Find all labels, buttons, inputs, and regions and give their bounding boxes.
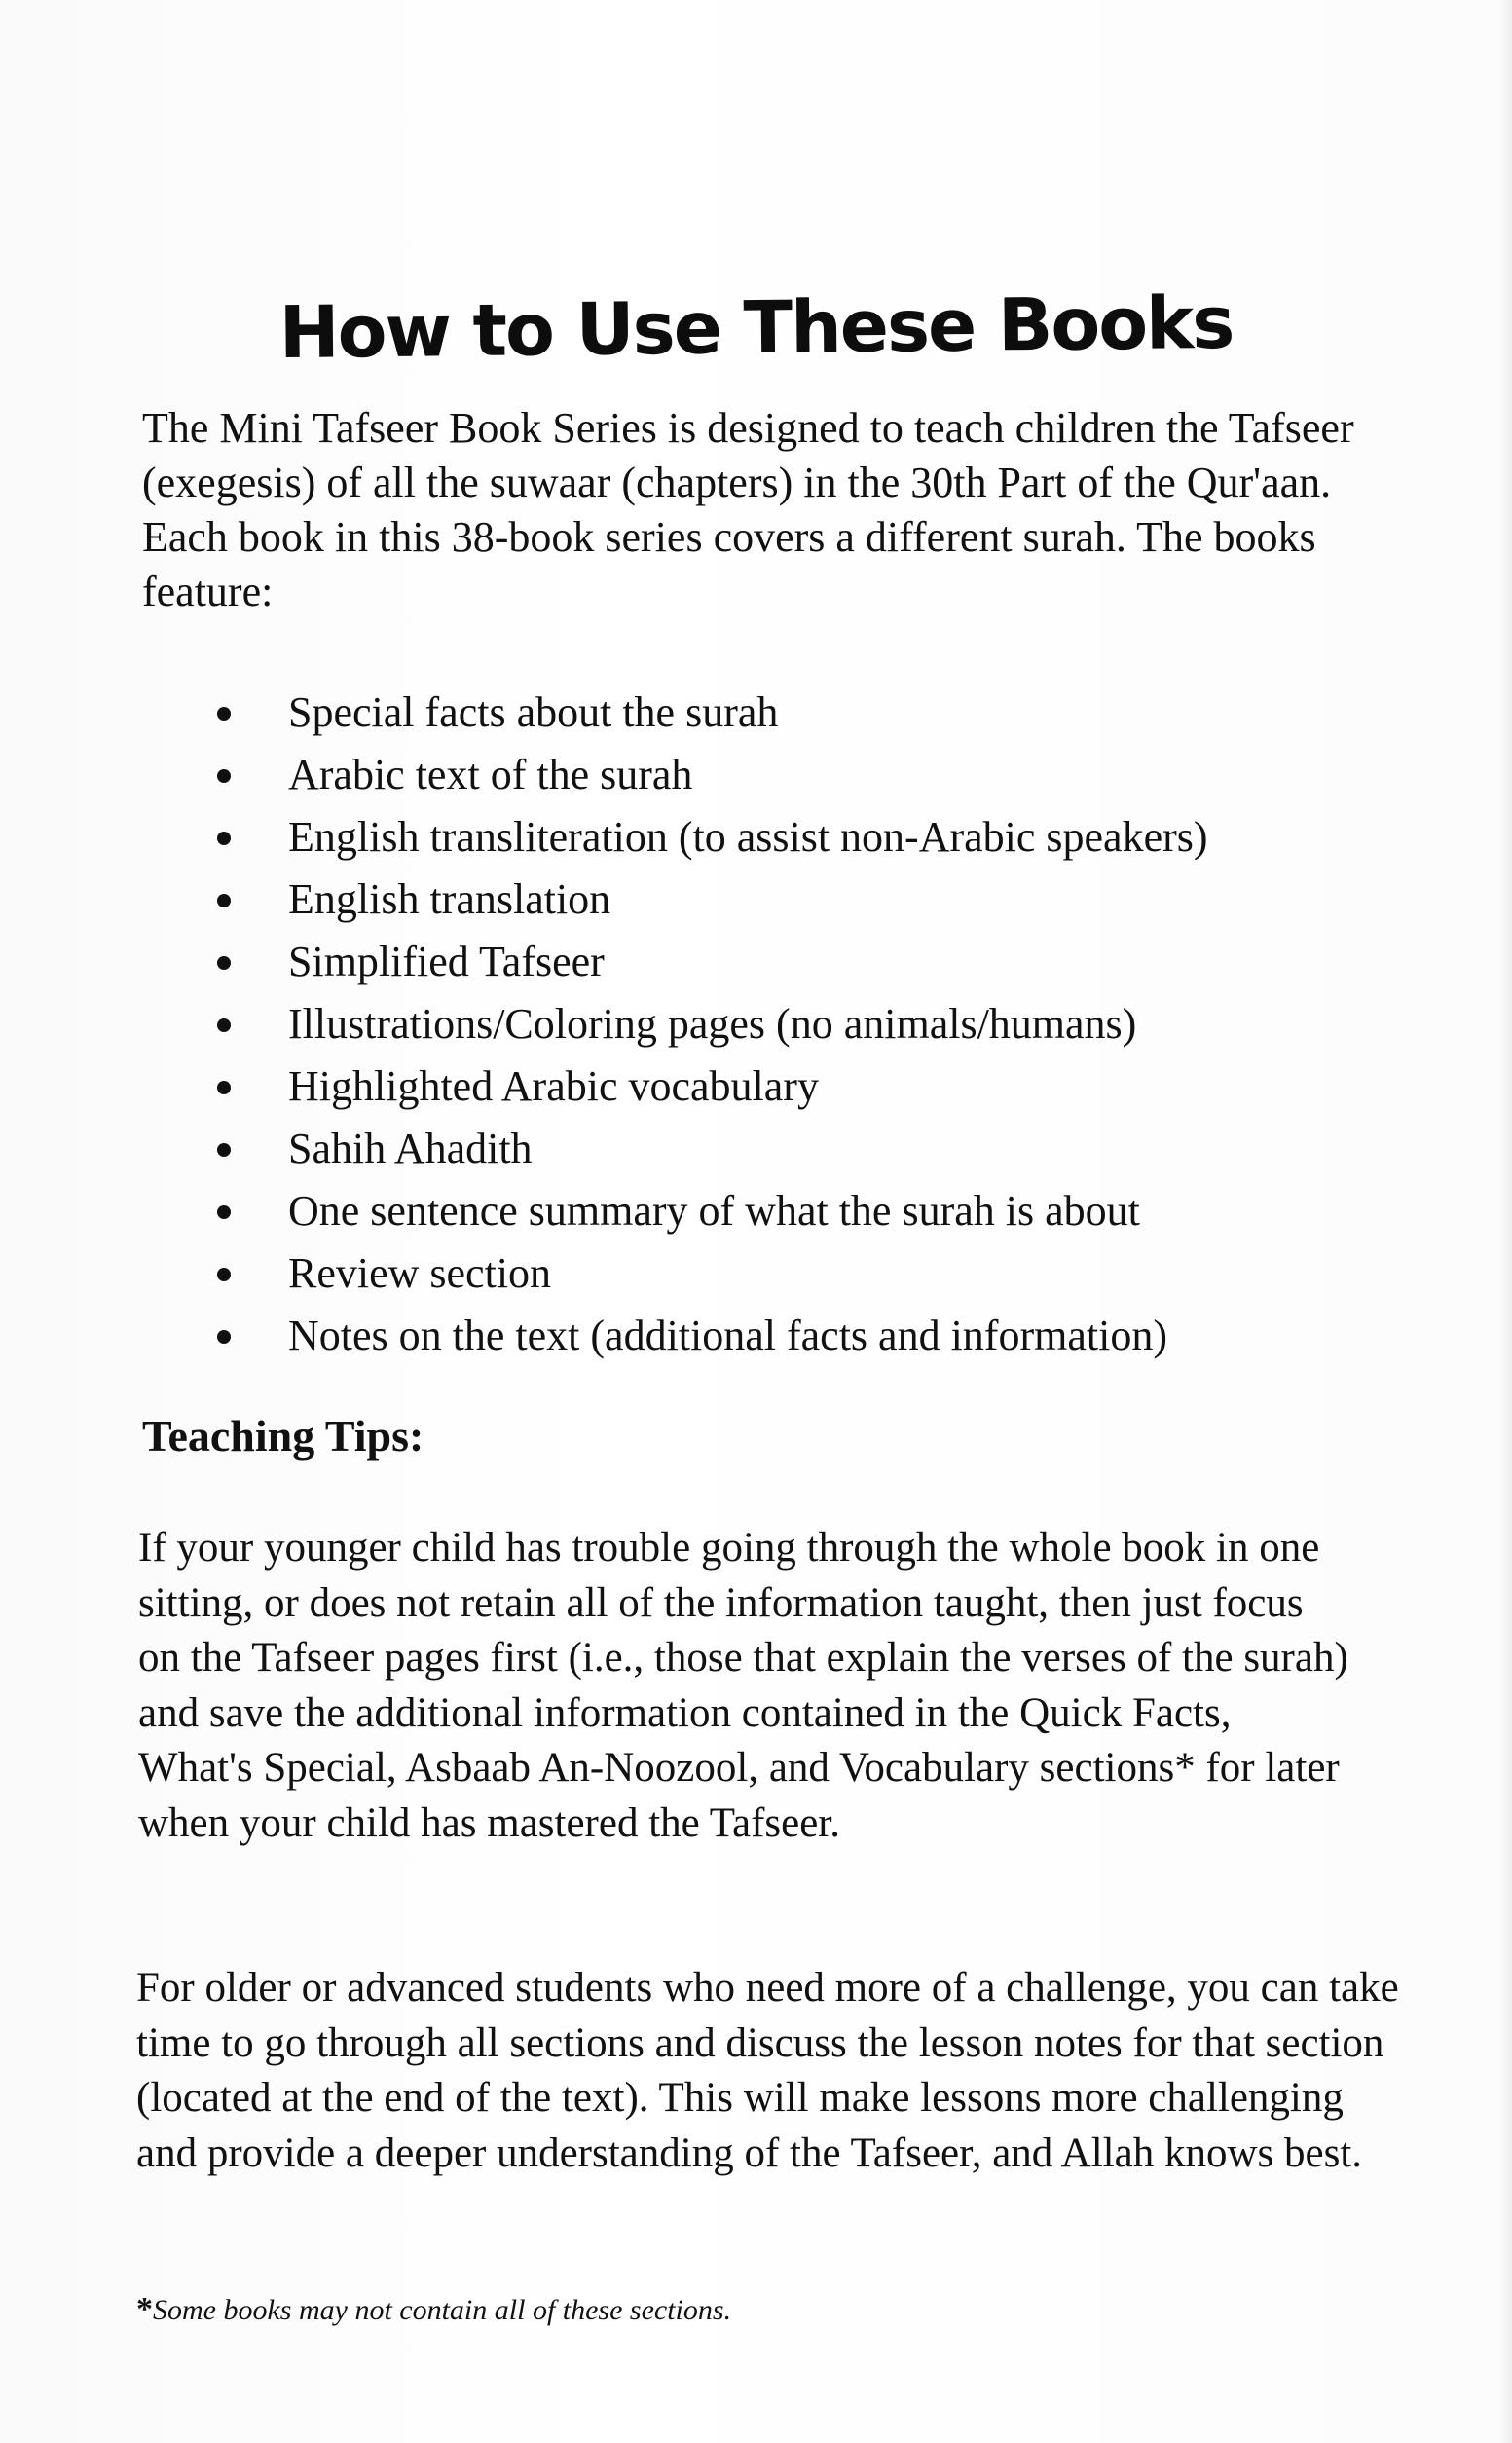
list-item <box>142 1118 1408 1180</box>
feature-text: Special facts about the surah <box>288 688 779 736</box>
bullet-icon <box>217 956 231 970</box>
feature-text: Illustrations/Coloring pages (no animals/humans) <box>288 1000 1137 1048</box>
page-edge-shadow <box>1498 0 1512 2443</box>
feature-list <box>142 682 1408 1367</box>
list-item <box>142 1055 1408 1118</box>
bullet-icon <box>217 1205 231 1219</box>
list-item <box>142 806 1408 869</box>
list-item <box>142 744 1408 806</box>
footnote-marker: * <box>136 2291 153 2327</box>
teaching-tips-paragraph-older: For older or advanced students who need more of a challenge, you can take time to go through all sections and discuss the lesson notes for that section (located at the end of the text). This will make lessons more challenging and provide a deeper understanding of the Tafseer, and Allah knows best. <box>136 1965 1399 2176</box>
bullet-icon <box>217 1330 231 1344</box>
feature-text: Simplified Tafseer <box>288 938 605 985</box>
bullet-icon <box>217 832 231 845</box>
list-item <box>142 931 1408 993</box>
feature-text: Notes on the text (additional facts and information) <box>288 1312 1167 1359</box>
footnote <box>136 2290 731 2330</box>
list-item <box>142 869 1408 931</box>
feature-text: Sahih Ahadith <box>288 1125 533 1172</box>
list-item <box>142 1305 1408 1367</box>
feature-text: One sentence summary of what the surah is about <box>288 1187 1140 1235</box>
list-item <box>142 682 1408 744</box>
feature-text: Highlighted Arabic vocabulary <box>288 1062 819 1110</box>
bullet-icon <box>217 1081 231 1094</box>
feature-text: English translation <box>288 875 611 923</box>
feature-text: English transliteration (to assist non-Arabic speakers) <box>288 813 1208 861</box>
list-item <box>142 1180 1408 1242</box>
bullet-icon <box>217 894 231 907</box>
footnote-text: Some books may not contain all of these sections. <box>153 2294 732 2326</box>
feature-text: Arabic text of the surah <box>288 751 693 798</box>
feature-text: Review section <box>288 1249 552 1297</box>
teaching-tips-paragraph-younger: If your younger child has trouble going through the whole book in one sitting, or does not retain all of the information taught, then just focus on the Tafseer pages first (i.e., those that explain the verses of the surah) and save the additional information contained in the Quick Facts, What's Special, Asbaab An-Noozool, and Vocabulary sections* for later when your child has mastered the Tafseer. <box>138 1525 1348 1846</box>
bullet-icon <box>217 707 231 721</box>
intro-paragraph: The Mini Tafseer Book Series is designed to teach children the Tafseer (exegesis) of all the suwaar (chapters) in the 30th Part of the Qur'aan. Each book in this 38-book series covers a different surah. The books feature: <box>142 404 1354 615</box>
bullet-icon <box>217 1018 231 1032</box>
teaching-tips-heading: Teaching Tips: <box>142 1411 424 1461</box>
bullet-icon <box>217 769 231 783</box>
list-item <box>142 993 1408 1055</box>
bullet-icon <box>217 1268 231 1281</box>
list-item <box>142 1242 1408 1305</box>
page-title: How to Use These Books <box>278 280 1234 375</box>
bullet-icon <box>217 1143 231 1157</box>
